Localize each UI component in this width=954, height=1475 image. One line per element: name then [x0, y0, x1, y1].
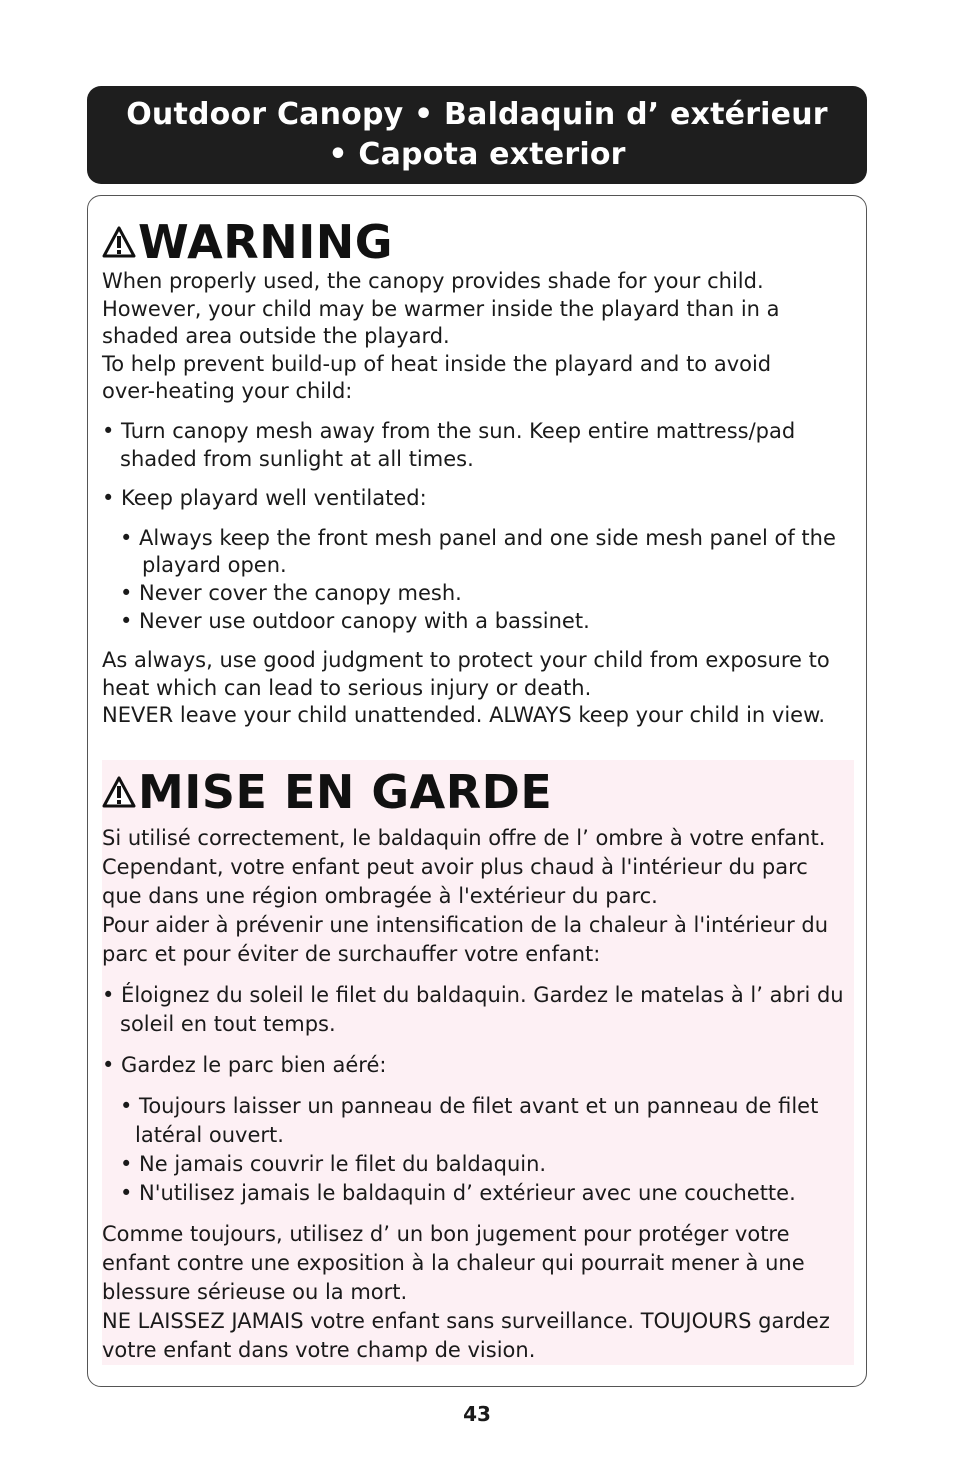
bullet-item: • Gardez le parc bien aéré: — [102, 1053, 387, 1077]
intro-line: over-heating your child: — [102, 379, 353, 404]
bullet-item-continued: shaded from sunlight at all times. — [120, 446, 474, 471]
intro-line: que dans une région ombragée à l'extérieur du parc. — [102, 884, 658, 908]
warning-english — [102, 216, 854, 730]
intro-line: Si utilisé correctement, le baldaquin offre de l’ ombre à votre enfant. — [102, 826, 826, 850]
warning-title: WARNING — [138, 215, 394, 269]
warning-heading — [102, 766, 854, 818]
warning-heading — [102, 216, 854, 268]
sub-bullet-item: • Never use outdoor canopy with a bassinet. — [120, 608, 590, 633]
intro-line: Pour aider à prévenir une intensification de la chaleur à l'intérieur du — [102, 913, 829, 937]
intro-line: shaded area outside the playard. — [102, 324, 450, 349]
closing-line: Comme toujours, utilisez d’ un bon jugement pour protéger votre — [102, 1222, 790, 1246]
closing-line: blessure sérieuse ou la mort. — [102, 1280, 408, 1304]
intro-line: However, your child may be warmer inside the playard than in a — [102, 296, 780, 321]
closing-line: As always, use good judgment to protect your child from exposure to — [102, 648, 830, 673]
intro-line: To help prevent build-up of heat inside the playard and to avoid — [102, 351, 772, 376]
header-title-line1: Outdoor Canopy • Baldaquin d’ extérieur — [126, 97, 828, 132]
page-number: 43 — [463, 1402, 491, 1426]
intro-line: parc et pour éviter de surchauffer votre enfant: — [102, 942, 601, 966]
section-header — [87, 86, 867, 184]
warning-box — [87, 195, 867, 1387]
closing-line: heat which can lead to serious injury or death. — [102, 675, 592, 700]
bullet-item: • Turn canopy mesh away from the sun. Keep entire mattress/pad — [102, 418, 796, 443]
bullet-item: • Éloignez du soleil le filet du baldaquin. Gardez le matelas à l’ abri du — [102, 983, 844, 1007]
bullet-item: • Keep playard well ventilated: — [102, 486, 427, 511]
intro-line: When properly used, the canopy provides shade for your child. — [102, 269, 764, 293]
sub-bullet-item-continued: playard open. — [142, 553, 287, 578]
sub-bullet-item: • Toujours laisser un panneau de filet avant et un panneau de filet — [120, 1094, 819, 1118]
closing-line: NEVER leave your child unattended. ALWAYS keep your child in view. — [102, 703, 825, 728]
sub-bullet-item: • Ne jamais couvrir le filet du baldaquin. — [120, 1152, 547, 1176]
intro-line: Cependant, votre enfant peut avoir plus chaud à l'intérieur du parc — [102, 855, 808, 879]
sub-bullet-item: • Never cover the canopy mesh. — [120, 580, 462, 605]
warning-french — [102, 760, 854, 1365]
sub-bullet-item-continued: latéral ouvert. — [135, 1123, 284, 1147]
warning-title: MISE EN GARDE — [138, 765, 553, 819]
bullet-item-continued: soleil en tout temps. — [120, 1012, 336, 1036]
sub-bullet-item: • N'utilisez jamais le baldaquin d’ extérieur avec une couchette. — [120, 1181, 796, 1205]
closing-line: votre enfant dans votre champ de vision. — [102, 1338, 536, 1362]
closing-line: enfant contre une exposition à la chaleur qui pourrait mener à une — [102, 1251, 805, 1275]
warning-triangle-icon — [102, 226, 136, 258]
sub-bullet-item: • Always keep the front mesh panel and one side mesh panel of the — [120, 525, 836, 550]
closing-line: NE LAISSEZ JAMAIS votre enfant sans surveillance. TOUJOURS gardez — [102, 1309, 830, 1333]
header-title-line2: • Capota exterior — [328, 137, 626, 172]
warning-triangle-icon — [102, 776, 136, 808]
